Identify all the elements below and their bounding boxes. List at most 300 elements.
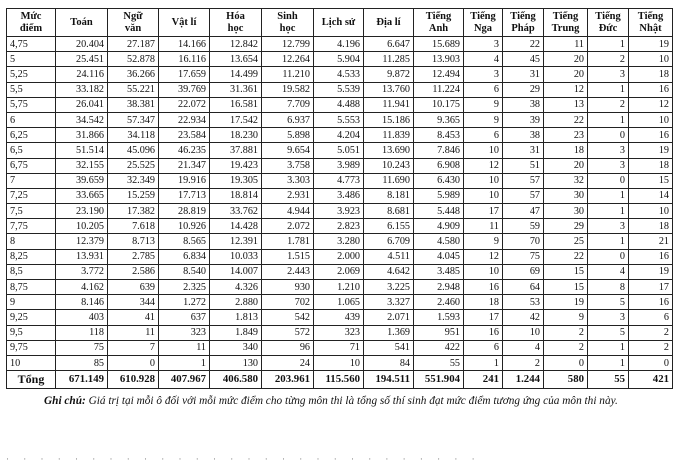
count-cell: 9 <box>544 310 588 325</box>
count-cell: 18.814 <box>210 188 262 203</box>
count-cell: 10 <box>629 204 673 219</box>
count-cell: 10.926 <box>159 219 210 234</box>
count-cell: 3.485 <box>414 264 464 279</box>
count-cell: 9.654 <box>262 143 314 158</box>
count-cell: 2.931 <box>262 188 314 203</box>
count-cell: 118 <box>56 325 108 340</box>
count-cell: 23 <box>544 128 588 143</box>
column-header <box>56 9 108 37</box>
score-level-cell: 10 <box>7 355 56 370</box>
count-cell: 6.937 <box>262 112 314 127</box>
count-cell: 9 <box>464 97 503 112</box>
count-cell: 0 <box>544 355 588 370</box>
count-cell: 8.565 <box>159 234 210 249</box>
score-level-cell: 9 <box>7 295 56 310</box>
count-cell: 24 <box>262 355 314 370</box>
count-cell: 15 <box>544 280 588 295</box>
table-row <box>7 340 673 355</box>
count-cell: 541 <box>364 340 414 355</box>
count-cell: 25 <box>544 234 588 249</box>
score-level-cell: 9,75 <box>7 340 56 355</box>
count-cell: 2.443 <box>262 264 314 279</box>
count-cell: 1.781 <box>262 234 314 249</box>
count-cell: 1 <box>588 204 629 219</box>
count-cell: 11.224 <box>414 82 464 97</box>
count-cell: 16 <box>629 249 673 264</box>
count-cell: 22 <box>544 112 588 127</box>
count-cell: 13.760 <box>364 82 414 97</box>
count-cell: 75 <box>503 249 544 264</box>
count-cell: 13.903 <box>414 52 464 67</box>
count-cell: 9 <box>464 112 503 127</box>
count-cell: 542 <box>262 310 314 325</box>
table-row <box>7 204 673 219</box>
count-cell: 69 <box>503 264 544 279</box>
count-cell: 39 <box>503 112 544 127</box>
count-cell: 22.072 <box>159 97 210 112</box>
count-cell: 702 <box>262 295 314 310</box>
count-cell: 12 <box>464 158 503 173</box>
count-cell: 4.533 <box>314 67 364 82</box>
table-row <box>7 325 673 340</box>
count-cell: 22 <box>503 37 544 52</box>
header-text: Toán <box>70 16 93 28</box>
score-level-cell: 7,25 <box>7 188 56 203</box>
count-cell: 1 <box>588 234 629 249</box>
count-cell: 18 <box>464 295 503 310</box>
count-cell: 4.580 <box>414 234 464 249</box>
score-level-cell: 5 <box>7 52 56 67</box>
count-cell: 16 <box>464 325 503 340</box>
count-cell: 4.488 <box>314 97 364 112</box>
column-header <box>544 9 588 37</box>
count-cell: 84 <box>364 355 414 370</box>
header-text: Tiếng <box>510 10 536 22</box>
count-cell: 3 <box>588 67 629 82</box>
count-cell: 17.542 <box>210 112 262 127</box>
count-cell: 422 <box>414 340 464 355</box>
header-text: Tiếng <box>470 10 496 22</box>
count-cell: 38 <box>503 128 544 143</box>
count-cell: 8.713 <box>108 234 159 249</box>
count-cell: 31 <box>503 67 544 82</box>
count-cell: 1 <box>588 355 629 370</box>
score-level-cell: 7,5 <box>7 204 56 219</box>
count-cell: 23.584 <box>159 128 210 143</box>
count-cell: 57 <box>503 173 544 188</box>
count-cell: 18 <box>629 158 673 173</box>
header-text: Hóa <box>226 10 245 22</box>
count-cell: 1.065 <box>314 295 364 310</box>
count-cell: 10 <box>464 264 503 279</box>
count-cell: 11 <box>544 37 588 52</box>
score-level-cell: Tổng <box>7 371 56 389</box>
count-cell: 25.451 <box>56 52 108 67</box>
column-header <box>364 9 414 37</box>
count-cell: 1.272 <box>159 295 210 310</box>
footnote <box>6 394 672 409</box>
table-row <box>7 52 673 67</box>
count-cell: 5.539 <box>314 82 364 97</box>
count-cell: 4.045 <box>414 249 464 264</box>
column-header <box>159 9 210 37</box>
count-cell: 1 <box>588 188 629 203</box>
count-cell: 17.659 <box>159 67 210 82</box>
header-text: Tiếng <box>637 10 664 22</box>
table-row <box>7 249 673 264</box>
table-row <box>7 295 673 310</box>
score-distribution-table <box>6 8 673 389</box>
count-cell: 15 <box>629 173 673 188</box>
count-cell: 26.041 <box>56 97 108 112</box>
count-cell: 20.404 <box>56 37 108 52</box>
count-cell: 51 <box>503 158 544 173</box>
count-cell: 194.511 <box>364 371 414 389</box>
count-cell: 2 <box>544 325 588 340</box>
count-cell: 4.642 <box>364 264 414 279</box>
count-cell: 9.365 <box>414 112 464 127</box>
count-cell: 33.182 <box>56 82 108 97</box>
count-cell: 37.881 <box>210 143 262 158</box>
count-cell: 96 <box>262 340 314 355</box>
count-cell: 6.834 <box>159 249 210 264</box>
count-cell: 340 <box>210 340 262 355</box>
table-body <box>7 37 673 389</box>
count-cell: 19 <box>629 37 673 52</box>
count-cell: 6.908 <box>414 158 464 173</box>
header-text: Đức <box>598 22 618 34</box>
count-cell: 8.453 <box>414 128 464 143</box>
table-row <box>7 264 673 279</box>
table-row <box>7 173 673 188</box>
count-cell: 2.072 <box>262 219 314 234</box>
count-cell: 1.210 <box>314 280 364 295</box>
count-cell: 15.259 <box>108 188 159 203</box>
count-cell: 38 <box>503 97 544 112</box>
count-cell: 2.785 <box>108 249 159 264</box>
count-cell: 11.285 <box>364 52 414 67</box>
count-cell: 12.264 <box>262 52 314 67</box>
count-cell: 32.155 <box>56 158 108 173</box>
count-cell: 10.205 <box>56 219 108 234</box>
count-cell: 47 <box>503 204 544 219</box>
count-cell: 5 <box>588 295 629 310</box>
count-cell: 18 <box>629 219 673 234</box>
count-cell: 1.515 <box>262 249 314 264</box>
count-cell: 2.823 <box>314 219 364 234</box>
count-cell: 19 <box>544 295 588 310</box>
table-row <box>7 97 673 112</box>
count-cell: 13 <box>544 97 588 112</box>
count-cell: 5.553 <box>314 112 364 127</box>
count-cell: 10 <box>503 325 544 340</box>
count-cell: 323 <box>159 325 210 340</box>
score-level-cell: 6,5 <box>7 143 56 158</box>
header-text: Sinh <box>277 10 298 22</box>
count-cell: 3.923 <box>314 204 364 219</box>
count-cell: 33.762 <box>210 204 262 219</box>
count-cell: 4.944 <box>262 204 314 219</box>
count-cell: 6 <box>464 82 503 97</box>
count-cell: 6 <box>464 340 503 355</box>
count-cell: 13.931 <box>56 249 108 264</box>
count-cell: 12 <box>629 97 673 112</box>
count-cell: 9 <box>464 234 503 249</box>
count-cell: 39.659 <box>56 173 108 188</box>
header-text: văn <box>124 22 142 34</box>
count-cell: 323 <box>314 325 364 340</box>
count-cell: 42 <box>503 310 544 325</box>
count-cell: 23.190 <box>56 204 108 219</box>
count-cell: 2.586 <box>108 264 159 279</box>
count-cell: 41 <box>108 310 159 325</box>
count-cell: 3 <box>588 219 629 234</box>
count-cell: 12.842 <box>210 37 262 52</box>
header-text: học <box>279 22 296 34</box>
count-cell: 71 <box>314 340 364 355</box>
count-cell: 29 <box>544 219 588 234</box>
header-text: điểm <box>19 22 43 34</box>
count-cell: 53 <box>503 295 544 310</box>
table-row <box>7 67 673 82</box>
count-cell: 15.689 <box>414 37 464 52</box>
count-cell: 406.580 <box>210 371 262 389</box>
score-level-cell: 8,75 <box>7 280 56 295</box>
header-text: Tiếng <box>595 10 621 22</box>
table-row <box>7 37 673 52</box>
count-cell: 439 <box>314 310 364 325</box>
count-cell: 17 <box>464 204 503 219</box>
footnote-label: Ghi chú: <box>44 395 86 408</box>
count-cell: 2.069 <box>314 264 364 279</box>
column-header <box>629 9 673 37</box>
count-cell: 17 <box>629 280 673 295</box>
count-cell: 18 <box>629 67 673 82</box>
count-cell: 3.327 <box>364 295 414 310</box>
count-cell: 2.460 <box>414 295 464 310</box>
header-text: Tiếng <box>425 10 452 22</box>
count-cell: 28.819 <box>159 204 210 219</box>
count-cell: 10.033 <box>210 249 262 264</box>
count-cell: 45.096 <box>108 143 159 158</box>
count-cell: 8.681 <box>364 204 414 219</box>
count-cell: 1 <box>588 112 629 127</box>
count-cell: 6.155 <box>364 219 414 234</box>
count-cell: 13.690 <box>364 143 414 158</box>
count-cell: 31 <box>503 143 544 158</box>
count-cell: 64 <box>503 280 544 295</box>
count-cell: 5.448 <box>414 204 464 219</box>
count-cell: 6 <box>464 128 503 143</box>
count-cell: 30 <box>544 204 588 219</box>
count-cell: 203.961 <box>262 371 314 389</box>
score-level-cell: 8,25 <box>7 249 56 264</box>
score-level-cell: 6 <box>7 112 56 127</box>
count-cell: 11 <box>108 325 159 340</box>
score-level-cell: 8 <box>7 234 56 249</box>
count-cell: 1.244 <box>503 371 544 389</box>
header-text: Tiếng <box>552 10 579 22</box>
count-cell: 3 <box>464 37 503 52</box>
count-cell: 11.690 <box>364 173 414 188</box>
count-cell: 52.878 <box>108 52 159 67</box>
count-cell: 10.175 <box>414 97 464 112</box>
table-row <box>7 280 673 295</box>
count-cell: 10 <box>314 355 364 370</box>
count-cell: 16.116 <box>159 52 210 67</box>
count-cell: 3.486 <box>314 188 364 203</box>
count-cell: 610.928 <box>108 371 159 389</box>
count-cell: 11 <box>464 219 503 234</box>
count-cell: 1.813 <box>210 310 262 325</box>
header-text: Pháp <box>511 22 535 34</box>
count-cell: 14.007 <box>210 264 262 279</box>
count-cell: 407.967 <box>159 371 210 389</box>
count-cell: 18 <box>544 143 588 158</box>
table-row <box>7 355 673 370</box>
header-text: Vật lí <box>171 16 197 28</box>
count-cell: 6.647 <box>364 37 414 52</box>
count-cell: 3 <box>588 310 629 325</box>
count-cell: 46.235 <box>159 143 210 158</box>
count-cell: 1.849 <box>210 325 262 340</box>
count-cell: 403 <box>56 310 108 325</box>
count-cell: 12.391 <box>210 234 262 249</box>
count-cell: 17.713 <box>159 188 210 203</box>
count-cell: 22 <box>544 249 588 264</box>
count-cell: 4.511 <box>364 249 414 264</box>
count-cell: 70 <box>503 234 544 249</box>
header-text: Ngữ <box>123 10 143 22</box>
count-cell: 2 <box>588 52 629 67</box>
count-cell: 4 <box>503 340 544 355</box>
count-cell: 4 <box>464 52 503 67</box>
count-cell: 3.303 <box>262 173 314 188</box>
score-level-cell: 6,25 <box>7 128 56 143</box>
count-cell: 7.846 <box>414 143 464 158</box>
count-cell: 0 <box>588 128 629 143</box>
count-cell: 16.581 <box>210 97 262 112</box>
header-text: Lịch sử <box>321 16 356 28</box>
count-cell: 0 <box>108 355 159 370</box>
count-cell: 3.989 <box>314 158 364 173</box>
count-cell: 3 <box>588 158 629 173</box>
table-row <box>7 82 673 97</box>
count-cell: 57 <box>503 188 544 203</box>
table-row <box>7 143 673 158</box>
count-cell: 2 <box>503 355 544 370</box>
count-cell: 5 <box>588 325 629 340</box>
count-cell: 34.542 <box>56 112 108 127</box>
count-cell: 671.149 <box>56 371 108 389</box>
count-cell: 241 <box>464 371 503 389</box>
score-level-cell: 9,5 <box>7 325 56 340</box>
count-cell: 4.162 <box>56 280 108 295</box>
table-row <box>7 310 673 325</box>
column-header <box>503 9 544 37</box>
count-cell: 10 <box>464 173 503 188</box>
count-cell: 3 <box>588 143 629 158</box>
count-cell: 2 <box>544 340 588 355</box>
count-cell: 7.618 <box>108 219 159 234</box>
score-level-cell: 5,75 <box>7 97 56 112</box>
score-level-cell: 5,5 <box>7 82 56 97</box>
count-cell: 24.116 <box>56 67 108 82</box>
count-cell: 55 <box>588 371 629 389</box>
count-cell: 0 <box>629 355 673 370</box>
column-header <box>464 9 503 37</box>
count-cell: 2.000 <box>314 249 364 264</box>
count-cell: 0 <box>588 249 629 264</box>
header-text: Địa lí <box>376 16 401 28</box>
count-cell: 12 <box>464 249 503 264</box>
cropped-text-fragment: · · · · · · · · · · · · · · · · · · · · · · · · · · · · <box>6 454 481 461</box>
count-cell: 2 <box>629 325 673 340</box>
table-header-row <box>7 9 673 37</box>
count-cell: 10 <box>464 188 503 203</box>
count-cell: 11.839 <box>364 128 414 143</box>
header-text: Anh <box>428 22 449 34</box>
score-level-cell: 9,25 <box>7 310 56 325</box>
column-header <box>108 9 159 37</box>
count-cell: 15.186 <box>364 112 414 127</box>
score-level-cell: 5,25 <box>7 67 56 82</box>
count-cell: 2.880 <box>210 295 262 310</box>
count-cell: 11.941 <box>364 97 414 112</box>
count-cell: 55 <box>414 355 464 370</box>
count-cell: 21.347 <box>159 158 210 173</box>
count-cell: 21 <box>629 234 673 249</box>
count-cell: 11 <box>159 340 210 355</box>
count-cell: 6 <box>629 310 673 325</box>
count-cell: 20 <box>544 67 588 82</box>
count-cell: 14.499 <box>210 67 262 82</box>
score-level-cell: 4,75 <box>7 37 56 52</box>
count-cell: 8.181 <box>364 188 414 203</box>
count-cell: 85 <box>56 355 108 370</box>
document <box>6 8 672 420</box>
count-cell: 15 <box>544 264 588 279</box>
count-cell: 45 <box>503 52 544 67</box>
count-cell: 1 <box>464 355 503 370</box>
count-cell: 1.593 <box>414 310 464 325</box>
header-text: Trung <box>551 22 580 34</box>
count-cell: 3 <box>464 67 503 82</box>
score-level-cell: 7 <box>7 173 56 188</box>
count-cell: 30 <box>544 188 588 203</box>
count-cell: 1 <box>588 82 629 97</box>
count-cell: 12 <box>544 82 588 97</box>
score-level-cell: 6,75 <box>7 158 56 173</box>
count-cell: 1 <box>588 340 629 355</box>
count-cell: 27.187 <box>108 37 159 52</box>
count-cell: 2.325 <box>159 280 210 295</box>
count-cell: 951 <box>414 325 464 340</box>
count-cell: 572 <box>262 325 314 340</box>
count-cell: 38.381 <box>108 97 159 112</box>
count-cell: 75 <box>56 340 108 355</box>
count-cell: 16 <box>629 128 673 143</box>
count-cell: 580 <box>544 371 588 389</box>
count-cell: 19.305 <box>210 173 262 188</box>
table-row <box>7 112 673 127</box>
count-cell: 1 <box>159 355 210 370</box>
column-header <box>588 9 629 37</box>
score-level-cell: 7,75 <box>7 219 56 234</box>
table-row <box>7 188 673 203</box>
count-cell: 19.916 <box>159 173 210 188</box>
count-cell: 57.347 <box>108 112 159 127</box>
